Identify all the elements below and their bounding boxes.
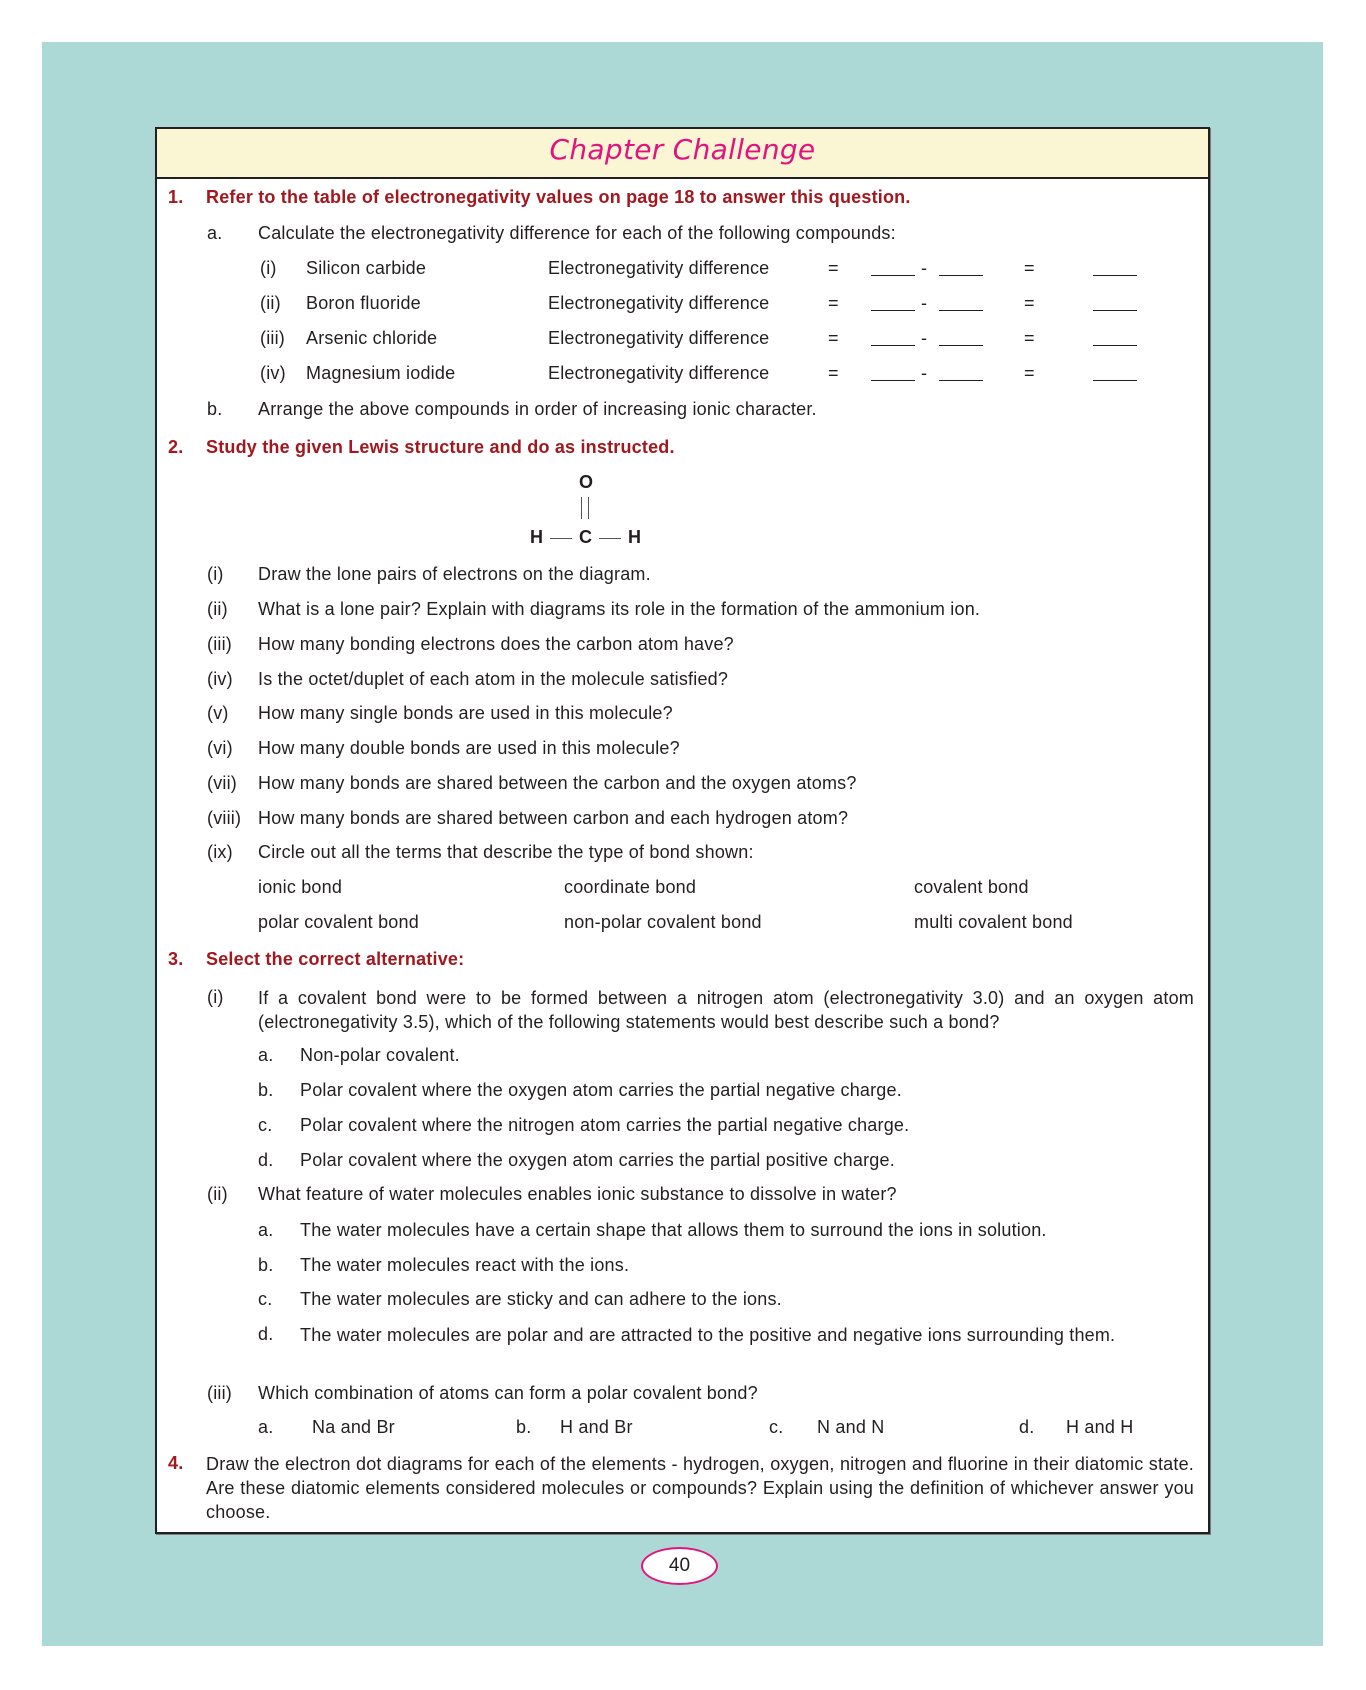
option-text[interactable]: The water molecules react with the ions. (300, 1255, 630, 1275)
bond-term[interactable]: covalent bond (914, 877, 1029, 897)
box-header (157, 129, 1208, 179)
item-label: (vi) (207, 738, 233, 758)
item-label: (ix) (207, 842, 233, 862)
option-label[interactable]: d. (258, 1150, 274, 1170)
item-text: Circle out all the terms that describe the type of bond shown: (258, 842, 754, 862)
page-number: 40 (641, 1547, 718, 1585)
row-label: (i) (260, 258, 277, 278)
expression-label: Electronegativity difference (548, 258, 770, 278)
item-label: (iii) (207, 634, 232, 654)
question-text: Draw the electron dot diagrams for each of the elements - hydrogen, oxygen, nitrogen and fluorine in their diatomic state. Are these diatomic elements considered molecules or compounds? Explain using the definition of whichever answer you choose. (206, 1454, 1194, 1522)
expression-label: Electronegativity difference (548, 293, 770, 313)
bond-term[interactable]: coordinate bond (564, 877, 697, 897)
row-label: (ii) (260, 293, 281, 313)
minus-sign: - (921, 328, 928, 348)
part-label: (ii) (207, 1184, 228, 1204)
option-label[interactable]: c. (769, 1417, 784, 1437)
hydrogen-atom-right: H (628, 527, 641, 547)
part-text: Which combination of atoms can form a polar covalent bond? (258, 1383, 758, 1403)
equals-sign: = (828, 328, 839, 348)
item-text: How many bonds are shared between the carbon and the oxygen atoms? (258, 773, 857, 793)
compound-name: Arsenic chloride (306, 328, 438, 348)
option-label[interactable]: c. (258, 1115, 273, 1135)
question-text: Study the given Lewis structure and do as instructed. (206, 437, 675, 457)
oxygen-atom: O (579, 472, 594, 492)
sub-label: b. (207, 399, 223, 419)
item-label: (viii) (207, 808, 242, 828)
option-text[interactable]: H and H (1066, 1417, 1134, 1437)
bond-term[interactable]: non-polar covalent bond (564, 912, 762, 932)
part-label: (i) (207, 987, 224, 1007)
answer-blank[interactable] (939, 275, 983, 276)
answer-blank[interactable] (939, 345, 983, 346)
option-label[interactable]: d. (1019, 1417, 1035, 1437)
bond-term[interactable]: ionic bond (258, 877, 343, 897)
option-label[interactable]: b. (516, 1417, 532, 1437)
question-text: Select the correct alternative: (206, 949, 465, 969)
option-text[interactable]: The water molecules have a certain shape that allows them to surround the ions in solution. (300, 1220, 1047, 1240)
item-label: (iv) (207, 669, 233, 689)
equals-sign: = (1024, 363, 1035, 383)
double-bond-line (581, 497, 582, 519)
minus-sign: - (921, 293, 928, 313)
item-text: Is the octet/duplet of each atom in the molecule satisfied? (258, 669, 729, 689)
answer-blank[interactable] (1093, 345, 1137, 346)
sub-text: Calculate the electronegativity difference for each of the following compounds: (258, 223, 896, 243)
equals-sign: = (828, 258, 839, 278)
part-label: (iii) (207, 1383, 232, 1403)
option-text[interactable]: The water molecules are sticky and can adhere to the ions. (300, 1289, 782, 1309)
option-label[interactable]: a. (258, 1417, 274, 1437)
item-label: (v) (207, 703, 229, 723)
answer-blank[interactable] (871, 275, 915, 276)
option-label[interactable]: b. (258, 1080, 274, 1100)
item-label: (ii) (207, 599, 228, 619)
hydrogen-atom-left: H (530, 527, 543, 547)
option-label[interactable]: a. (258, 1220, 274, 1240)
row-label: (iv) (260, 363, 286, 383)
item-text: How many bonds are shared between carbon and each hydrogen atom? (258, 808, 849, 828)
part-text: What feature of water molecules enables ionic substance to dissolve in water? (258, 1184, 897, 1204)
question-number: 2. (168, 437, 184, 457)
option-text[interactable]: Polar covalent where the oxygen atom carries the partial negative charge. (300, 1080, 902, 1100)
question-number: 1. (168, 187, 184, 207)
single-bond-line (599, 538, 621, 539)
item-text: How many bonding electrons does the carbon atom have? (258, 634, 734, 654)
option-text[interactable]: Na and Br (312, 1417, 395, 1437)
option-label[interactable]: b. (258, 1255, 274, 1275)
single-bond-line (550, 538, 572, 539)
minus-sign: - (921, 258, 928, 278)
equals-sign: = (828, 363, 839, 383)
compound-name: Silicon carbide (306, 258, 427, 278)
option-label[interactable]: a. (258, 1045, 274, 1065)
minus-sign: - (921, 363, 928, 383)
expression-label: Electronegativity difference (548, 328, 770, 348)
carbon-atom: C (579, 527, 592, 547)
item-text: How many double bonds are used in this molecule? (258, 738, 680, 758)
answer-blank[interactable] (871, 380, 915, 381)
double-bond-line (588, 497, 589, 519)
item-text: How many single bonds are used in this molecule? (258, 703, 673, 723)
item-label: (vii) (207, 773, 237, 793)
bond-term[interactable]: polar covalent bond (258, 912, 419, 932)
bond-term[interactable]: multi covalent bond (914, 912, 1073, 932)
option-label[interactable]: d. (258, 1324, 274, 1344)
equals-sign: = (828, 293, 839, 313)
answer-blank[interactable] (1093, 310, 1137, 311)
option-text[interactable]: Polar covalent where the nitrogen atom carries the partial negative charge. (300, 1115, 910, 1135)
answer-blank[interactable] (939, 310, 983, 311)
option-text[interactable]: Non-polar covalent. (300, 1045, 460, 1065)
answer-blank[interactable] (1093, 275, 1137, 276)
expression-label: Electronegativity difference (548, 363, 770, 383)
question-number: 4. (168, 1453, 184, 1473)
page-title: Chapter Challenge (549, 133, 816, 166)
item-text: Draw the lone pairs of electrons on the diagram. (258, 564, 651, 584)
question-text: Refer to the table of electronegativity values on page 18 to answer this question. (206, 187, 911, 207)
sub-text: Arrange the above compounds in order of increasing ionic character. (258, 399, 817, 419)
equals-sign: = (1024, 293, 1035, 313)
equals-sign: = (1024, 328, 1035, 348)
option-text[interactable]: The water molecules are polar and are attracted to the positive and negative ions surrounding them. (300, 1325, 1116, 1345)
sub-label: a. (207, 223, 223, 243)
answer-blank[interactable] (1093, 380, 1137, 381)
item-label: (i) (207, 564, 224, 584)
item-text: What is a lone pair? Explain with diagrams its role in the formation of the ammonium ion. (258, 599, 981, 619)
compound-name: Magnesium iodide (306, 363, 456, 383)
answer-blank[interactable] (871, 310, 915, 311)
row-label: (iii) (260, 328, 285, 348)
question-number: 3. (168, 949, 184, 969)
option-text[interactable]: Polar covalent where the oxygen atom carries the partial positive charge. (300, 1150, 895, 1170)
part-text: If a covalent bond were to be formed between a nitrogen atom (electronegativity 3.0) and an oxygen atom (electronegativity 3.5), which of the following statements would best describe such a bond? (258, 988, 1194, 1032)
option-text[interactable]: H and Br (560, 1417, 633, 1437)
option-label[interactable]: c. (258, 1289, 273, 1309)
equals-sign: = (1024, 258, 1035, 278)
compound-name: Boron fluoride (306, 293, 421, 313)
option-text[interactable]: N and N (817, 1417, 885, 1437)
answer-blank[interactable] (939, 380, 983, 381)
answer-blank[interactable] (871, 345, 915, 346)
